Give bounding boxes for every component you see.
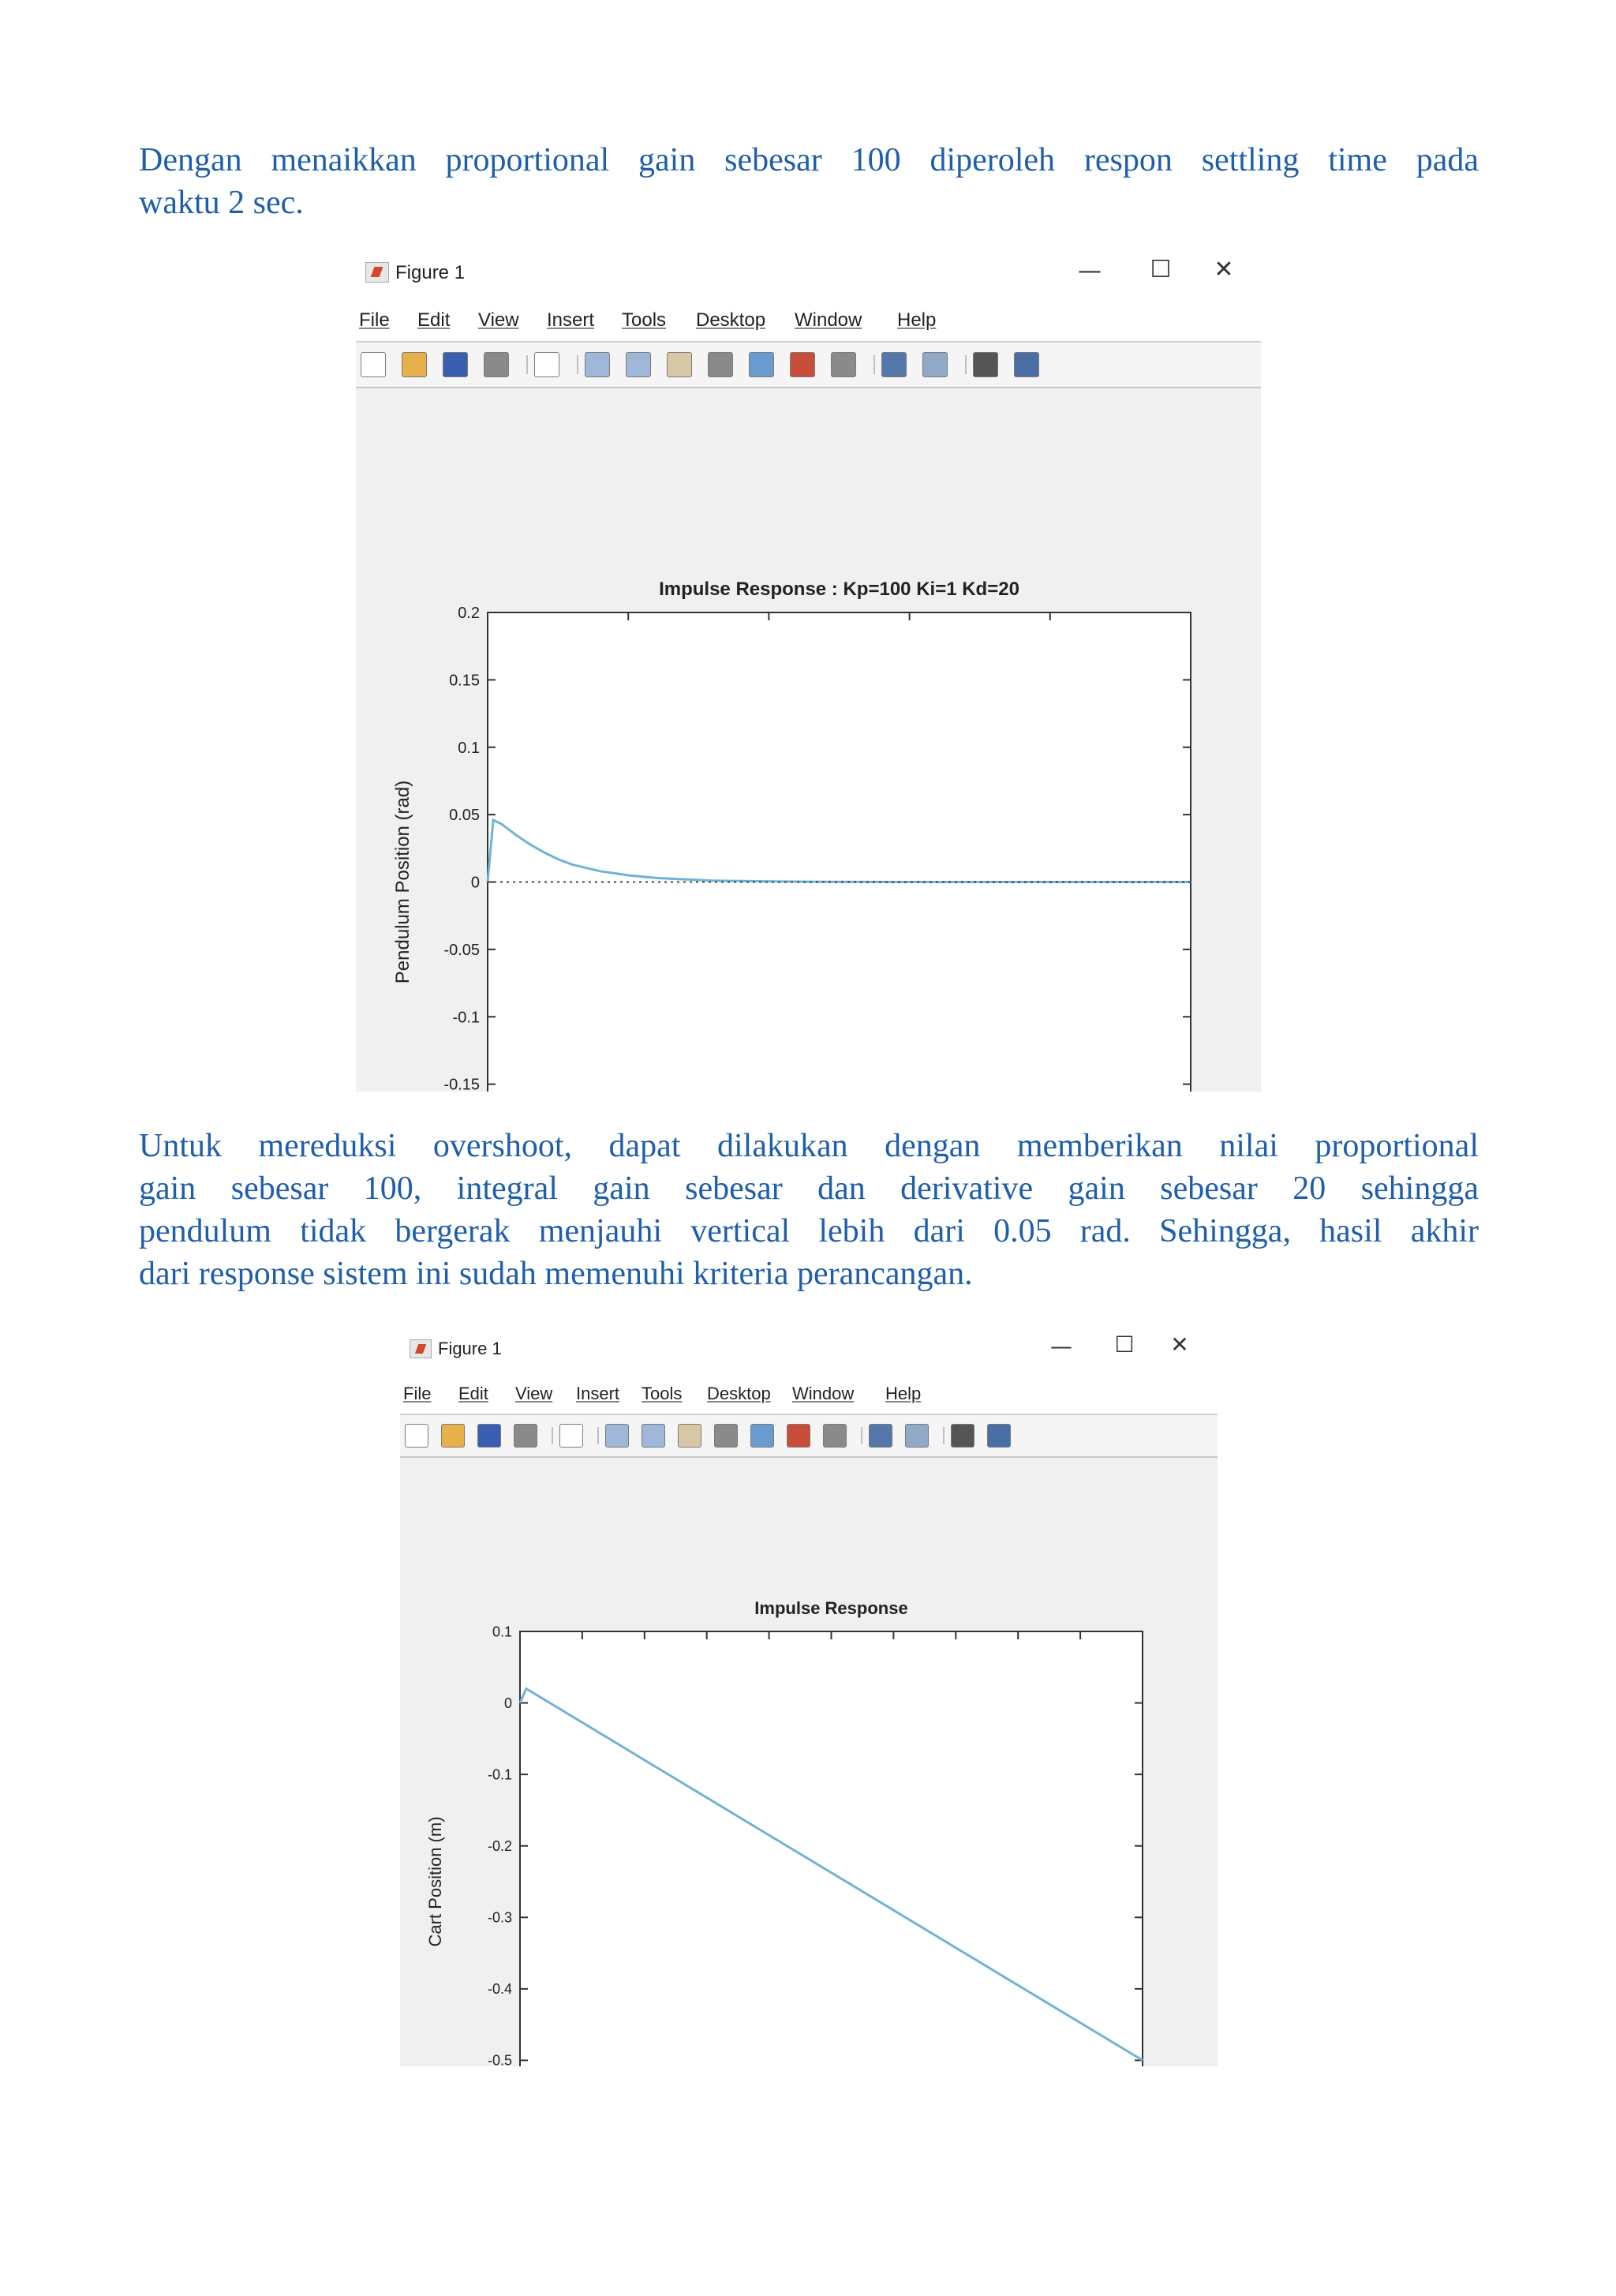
menu-desktop[interactable]: Desktop (696, 309, 766, 331)
hide-plot-icon[interactable] (973, 352, 998, 377)
colorbar-icon[interactable] (881, 352, 907, 377)
minimize-button[interactable]: — (1078, 257, 1102, 285)
save-icon[interactable] (477, 1424, 501, 1448)
minimize-button[interactable]: — (1050, 1333, 1072, 1359)
menu-edit[interactable]: Edit (458, 1384, 488, 1403)
menu-file[interactable]: File (403, 1384, 432, 1403)
toolbar-separator (597, 1427, 599, 1444)
paragraph-overshoot (139, 1125, 1479, 1295)
legend-icon[interactable] (922, 352, 948, 377)
y-tick-label: 0.1 (458, 739, 480, 757)
pointer-icon[interactable] (534, 352, 559, 377)
brush-icon[interactable] (787, 1424, 810, 1448)
y-tick-label: 0.05 (449, 807, 480, 825)
zoom-out-icon[interactable] (642, 1424, 665, 1448)
menu-tools[interactable]: Tools (642, 1384, 683, 1403)
open-folder-icon[interactable] (402, 352, 427, 377)
rotate-icon[interactable] (714, 1424, 738, 1448)
close-button[interactable]: ✕ (1170, 1332, 1189, 1358)
y-tick-label: -0.2 (487, 1838, 512, 1855)
y-tick-label: -0.3 (487, 1909, 512, 1926)
menu-view[interactable]: View (478, 309, 519, 331)
figure-toolbar (400, 1415, 1218, 1458)
toolbar-separator (577, 355, 578, 374)
paragraph-settling-time (139, 139, 1479, 224)
chart-title: Impulse Response (754, 1598, 908, 1618)
window-titlebar (400, 1328, 1218, 1374)
y-tick-label: -0.4 (487, 1981, 512, 1998)
toolbar-separator (965, 355, 967, 374)
window-title: Figure 1 (395, 262, 466, 283)
pendulum-impulse-chart (356, 387, 1261, 1092)
toolbar-separator (943, 1427, 945, 1444)
paragraph-line: dari response sistem ini sudah memenuhi kriteria perancangan. (139, 1256, 973, 1292)
plot-area (520, 1631, 1143, 2066)
link-icon[interactable] (823, 1424, 847, 1448)
plot-area (488, 612, 1191, 1092)
menu-help[interactable]: Help (885, 1384, 922, 1403)
y-tick-label: -0.1 (487, 1766, 512, 1783)
legend-icon[interactable] (905, 1424, 929, 1448)
link-icon[interactable] (831, 352, 856, 377)
y-axis-label: Cart Position (m) (425, 1816, 445, 1947)
maximize-button[interactable]: ☐ (1114, 1332, 1135, 1358)
zoom-in-icon[interactable] (605, 1424, 629, 1448)
hide-plot-icon[interactable] (951, 1424, 974, 1448)
y-tick-label: 0 (470, 874, 480, 892)
show-plot-icon[interactable] (1014, 352, 1039, 377)
data-cursor-icon[interactable] (750, 1424, 774, 1448)
y-tick-label: 0.15 (449, 672, 480, 690)
menu-insert[interactable]: Insert (547, 309, 595, 331)
menu-window[interactable]: Window (792, 1384, 855, 1403)
data-cursor-icon[interactable] (749, 352, 774, 377)
paragraph-line: Untuk mereduksi overshoot, dapat dilakukan dengan memberikan nilai proportional (139, 1128, 1479, 1164)
menu-view[interactable]: View (515, 1384, 553, 1403)
y-tick-label: 0.2 (458, 605, 480, 622)
pointer-icon[interactable] (559, 1424, 583, 1448)
new-file-icon[interactable] (361, 352, 386, 377)
paragraph-line: pendulum tidak bergerak menjauhi vertical lebih dari 0.05 rad. Sehingga, hasil akhir (139, 1213, 1479, 1249)
menu-tools[interactable]: Tools (622, 309, 667, 331)
cart-impulse-chart (400, 1456, 1218, 2066)
menu-edit[interactable]: Edit (417, 309, 451, 331)
zoom-out-icon[interactable] (626, 352, 651, 377)
y-tick-label: -0.15 (443, 1076, 480, 1092)
y-tick-label: 0.1 (492, 1624, 512, 1640)
menu-window[interactable]: Window (795, 309, 862, 331)
rotate-icon[interactable] (708, 352, 733, 377)
menu-file[interactable]: File (359, 309, 390, 331)
print-icon[interactable] (514, 1424, 537, 1448)
figure-toolbar (356, 343, 1261, 388)
pan-icon[interactable] (678, 1424, 701, 1448)
toolbar-separator (526, 355, 528, 374)
paragraph-line: waktu 2 sec. (139, 185, 304, 221)
y-tick-label: -0.1 (452, 1009, 480, 1027)
colorbar-icon[interactable] (869, 1424, 892, 1448)
window-titlebar (356, 251, 1261, 300)
toolbar-separator (552, 1427, 553, 1444)
paragraph-line: gain sebesar 100, integral gain sebesar dan derivative gain sebesar 20 sehingga (139, 1170, 1479, 1207)
y-axis-label: Pendulum Position (rad) (392, 780, 413, 984)
menu-bar (356, 300, 1261, 343)
maximize-button[interactable]: ☐ (1150, 256, 1172, 283)
brush-icon[interactable] (790, 352, 815, 377)
menu-bar (400, 1374, 1218, 1415)
y-tick-label: -0.05 (443, 941, 480, 959)
pan-icon[interactable] (667, 352, 692, 377)
open-folder-icon[interactable] (441, 1424, 465, 1448)
close-button[interactable]: ✕ (1214, 256, 1234, 283)
save-icon[interactable] (443, 352, 468, 377)
print-icon[interactable] (484, 352, 509, 377)
toolbar-separator (873, 355, 875, 374)
figure-window-2 (400, 1328, 1218, 2066)
toolbar-separator (861, 1427, 862, 1444)
new-file-icon[interactable] (405, 1424, 428, 1448)
menu-desktop[interactable]: Desktop (707, 1384, 771, 1403)
matlab-figure-icon (365, 262, 389, 283)
matlab-figure-icon (410, 1339, 432, 1358)
figure-window-1 (356, 251, 1261, 1092)
y-tick-label: 0 (503, 1695, 512, 1711)
y-tick-label: -0.5 (487, 2052, 512, 2066)
window-title: Figure 1 (438, 1339, 502, 1358)
show-plot-icon[interactable] (987, 1424, 1011, 1448)
paragraph-line: Dengan menaikkan proportional gain sebesar 100 diperoleh respon settling time pada (139, 142, 1479, 178)
menu-insert[interactable]: Insert (576, 1384, 620, 1403)
chart-title: Impulse Response : Kp=100 Ki=1 Kd=20 (659, 579, 1019, 600)
menu-help[interactable]: Help (897, 309, 937, 331)
zoom-in-icon[interactable] (585, 352, 610, 377)
